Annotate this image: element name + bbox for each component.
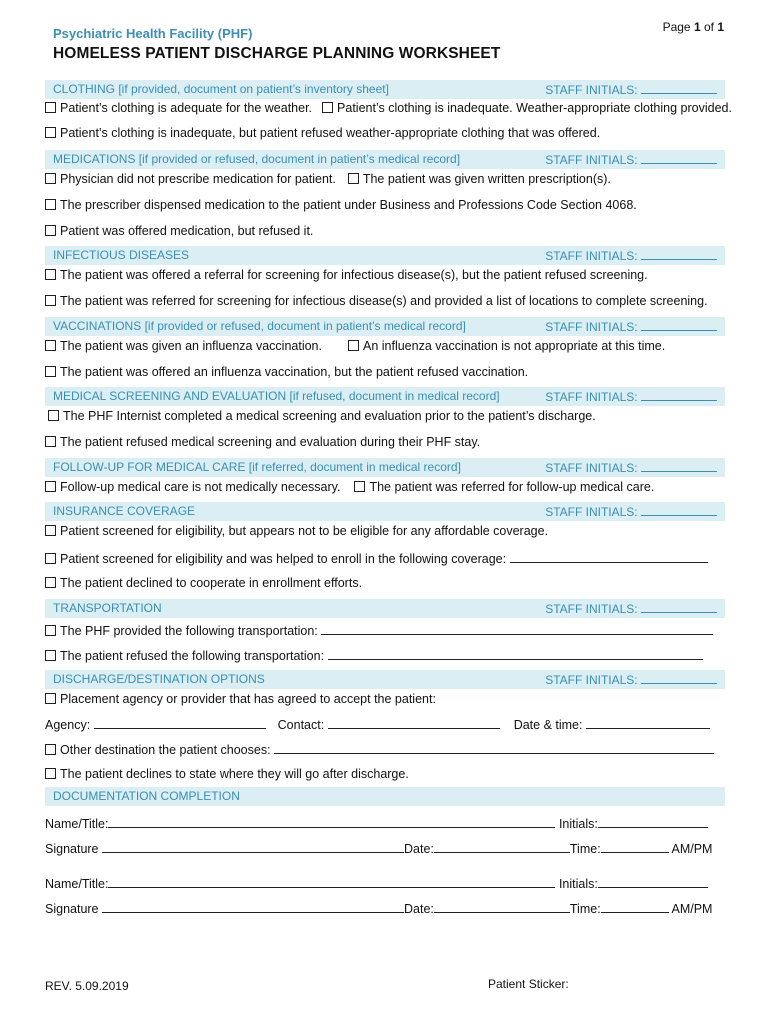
section-label: VACCINATIONS [if provided or refused, document in patient’s medical record] bbox=[53, 319, 466, 333]
doc-name-row-2: Name/Title: Initials: bbox=[45, 875, 708, 891]
checkbox[interactable] bbox=[45, 525, 56, 536]
doc-signature-row-2: Signature Date: Time: AM/PM bbox=[45, 902, 713, 916]
screening-row-2: The patient refused medical screening and evaluation during their PHF stay. bbox=[45, 435, 480, 449]
doc-name-row-1: Name/Title: Initials: bbox=[45, 815, 708, 831]
checkbox[interactable] bbox=[354, 481, 365, 492]
agency-field[interactable] bbox=[94, 716, 266, 729]
checkbox[interactable] bbox=[45, 102, 56, 113]
revision-label: REV. 5.09.2019 bbox=[45, 979, 129, 993]
section-vaccinations bbox=[45, 317, 725, 336]
infectious-row-2: The patient was referred for screening for infectious disease(s) and provided a list of locations to complete screening. bbox=[45, 294, 708, 308]
transportation-row-2: The patient refused the following transportation: bbox=[45, 647, 703, 663]
signature-field[interactable] bbox=[102, 840, 404, 853]
checkbox[interactable] bbox=[45, 340, 56, 351]
checkbox[interactable] bbox=[45, 481, 56, 492]
agency-label: Agency: bbox=[45, 718, 91, 732]
other-destination-field[interactable] bbox=[274, 741, 714, 754]
section-label: DOCUMENTATION COMPLETION bbox=[53, 789, 240, 803]
staff-initials[interactable]: STAFF INITIALS: bbox=[545, 601, 717, 616]
staff-initials[interactable]: STAFF INITIALS: bbox=[545, 504, 717, 519]
date-field[interactable] bbox=[434, 840, 570, 853]
section-medical-screening bbox=[45, 387, 725, 406]
checkbox[interactable] bbox=[45, 173, 56, 184]
followup-row-1: Follow-up medical care is not medically necessary. The patient was referred for follow-up medical care. bbox=[45, 480, 654, 494]
checkbox[interactable] bbox=[45, 577, 56, 588]
vaccinations-row-1: The patient was given an influenza vaccination. An influenza vaccination is not appropriate at this time. bbox=[45, 339, 665, 353]
staff-initials[interactable]: STAFF INITIALS: bbox=[545, 152, 717, 167]
section-label: INFECTIOUS DISEASES bbox=[53, 248, 190, 262]
clothing-row-1: Patient’s clothing is adequate for the weather. Patient’s clothing is inadequate. Weather-appropriate clothing provided. bbox=[45, 101, 732, 115]
transportation-provided-field[interactable] bbox=[321, 622, 713, 635]
section-follow-up bbox=[45, 458, 725, 477]
checkbox[interactable] bbox=[45, 744, 56, 755]
datetime-label: Date & time: bbox=[513, 718, 583, 732]
section-transportation bbox=[45, 599, 725, 618]
section-documentation bbox=[45, 787, 725, 806]
discharge-row-3: The patient declines to state where they will go after discharge. bbox=[45, 767, 409, 781]
discharge-row-1: Placement agency or provider that has agreed to accept the patient: bbox=[45, 692, 436, 706]
checkbox[interactable] bbox=[322, 102, 333, 113]
staff-initials[interactable]: STAFF INITIALS: bbox=[545, 82, 717, 97]
section-label: TRANSPORTATION bbox=[53, 601, 162, 615]
checkbox[interactable] bbox=[45, 768, 56, 779]
section-discharge bbox=[45, 670, 725, 689]
section-label: FOLLOW-UP FOR MEDICAL CARE [if referred, document in medical record] bbox=[53, 460, 461, 474]
checkbox[interactable] bbox=[48, 410, 59, 421]
staff-initials[interactable]: STAFF INITIALS: bbox=[545, 460, 717, 475]
checkbox[interactable] bbox=[348, 173, 359, 184]
initials-field[interactable] bbox=[598, 875, 708, 888]
checkbox[interactable] bbox=[45, 295, 56, 306]
checkbox[interactable] bbox=[45, 650, 56, 661]
initials-field[interactable] bbox=[598, 815, 708, 828]
checkbox[interactable] bbox=[45, 127, 56, 138]
contact-field[interactable] bbox=[328, 716, 500, 729]
section-label: MEDICAL SCREENING AND EVALUATION [if refused, document in medical record] bbox=[53, 389, 500, 403]
doc-signature-row-1: Signature Date: Time: AM/PM bbox=[45, 842, 713, 856]
checkbox[interactable] bbox=[45, 436, 56, 447]
checkbox[interactable] bbox=[45, 225, 56, 236]
staff-initials[interactable]: STAFF INITIALS: bbox=[545, 672, 717, 687]
clothing-row-2: Patient’s clothing is inadequate, but patient refused weather-appropriate clothing that was offered. bbox=[45, 126, 600, 140]
infectious-row-1: The patient was offered a referral for screening for infectious disease(s), but the patient refused screening. bbox=[45, 268, 648, 282]
section-medications bbox=[45, 150, 725, 169]
section-insurance bbox=[45, 502, 725, 521]
section-label: CLOTHING [if provided, document on patient’s inventory sheet] bbox=[53, 82, 389, 96]
medications-row-1: Physician did not prescribe medication for patient. The patient was given written prescription(s). bbox=[45, 172, 611, 186]
checkbox[interactable] bbox=[45, 366, 56, 377]
section-infectious-diseases bbox=[45, 246, 725, 265]
page-title: HOMELESS PATIENT DISCHARGE PLANNING WORKSHEET bbox=[53, 45, 501, 62]
name-title-field[interactable] bbox=[108, 875, 555, 888]
section-label: MEDICATIONS [if provided or refused, document in patient’s medical record] bbox=[53, 152, 461, 166]
datetime-field[interactable] bbox=[586, 716, 710, 729]
time-field[interactable] bbox=[601, 840, 669, 853]
checkbox[interactable] bbox=[45, 269, 56, 280]
medications-row-2: The prescriber dispensed medication to the patient under Business and Professions Code Section 4068. bbox=[45, 198, 637, 212]
transportation-row-1: The PHF provided the following transportation: bbox=[45, 622, 713, 638]
vaccinations-row-2: The patient was offered an influenza vaccination, but the patient refused vaccination. bbox=[45, 365, 528, 379]
staff-initials[interactable]: STAFF INITIALS: bbox=[545, 319, 717, 334]
discharge-row-2: Other destination the patient chooses: bbox=[45, 741, 714, 757]
facility-name: Psychiatric Health Facility (PHF) bbox=[53, 26, 253, 41]
screening-row-1: The PHF Internist completed a medical screening and evaluation prior to the patient’s discharge. bbox=[48, 409, 596, 423]
staff-initials[interactable]: STAFF INITIALS: bbox=[545, 389, 717, 404]
time-field[interactable] bbox=[601, 900, 669, 913]
checkbox[interactable] bbox=[45, 693, 56, 704]
section-label: INSURANCE COVERAGE bbox=[53, 504, 196, 518]
patient-sticker-label: Patient Sticker: bbox=[488, 977, 569, 991]
insurance-row-3: The patient declined to cooperate in enrollment efforts. bbox=[45, 576, 362, 590]
medications-row-3: Patient was offered medication, but refused it. bbox=[45, 224, 313, 238]
signature-field[interactable] bbox=[102, 900, 404, 913]
insurance-row-2: Patient screened for eligibility and was helped to enroll in the following coverage: bbox=[45, 550, 708, 566]
contact-label: Contact: bbox=[277, 718, 325, 732]
section-label: DISCHARGE/DESTINATION OPTIONS bbox=[53, 672, 265, 686]
coverage-field[interactable] bbox=[510, 550, 708, 563]
page-number: Page 1 of 1 bbox=[662, 20, 724, 34]
checkbox[interactable] bbox=[348, 340, 359, 351]
checkbox[interactable] bbox=[45, 199, 56, 210]
checkbox[interactable] bbox=[45, 625, 56, 636]
discharge-agency-row bbox=[45, 716, 710, 732]
date-field[interactable] bbox=[434, 900, 570, 913]
insurance-row-1: Patient screened for eligibility, but appears not to be eligible for any affordable coverage. bbox=[45, 524, 548, 538]
name-title-field[interactable] bbox=[108, 815, 555, 828]
transportation-refused-field[interactable] bbox=[328, 647, 703, 660]
checkbox[interactable] bbox=[45, 553, 56, 564]
staff-initials[interactable]: STAFF INITIALS: bbox=[545, 248, 717, 263]
section-clothing bbox=[45, 80, 725, 99]
